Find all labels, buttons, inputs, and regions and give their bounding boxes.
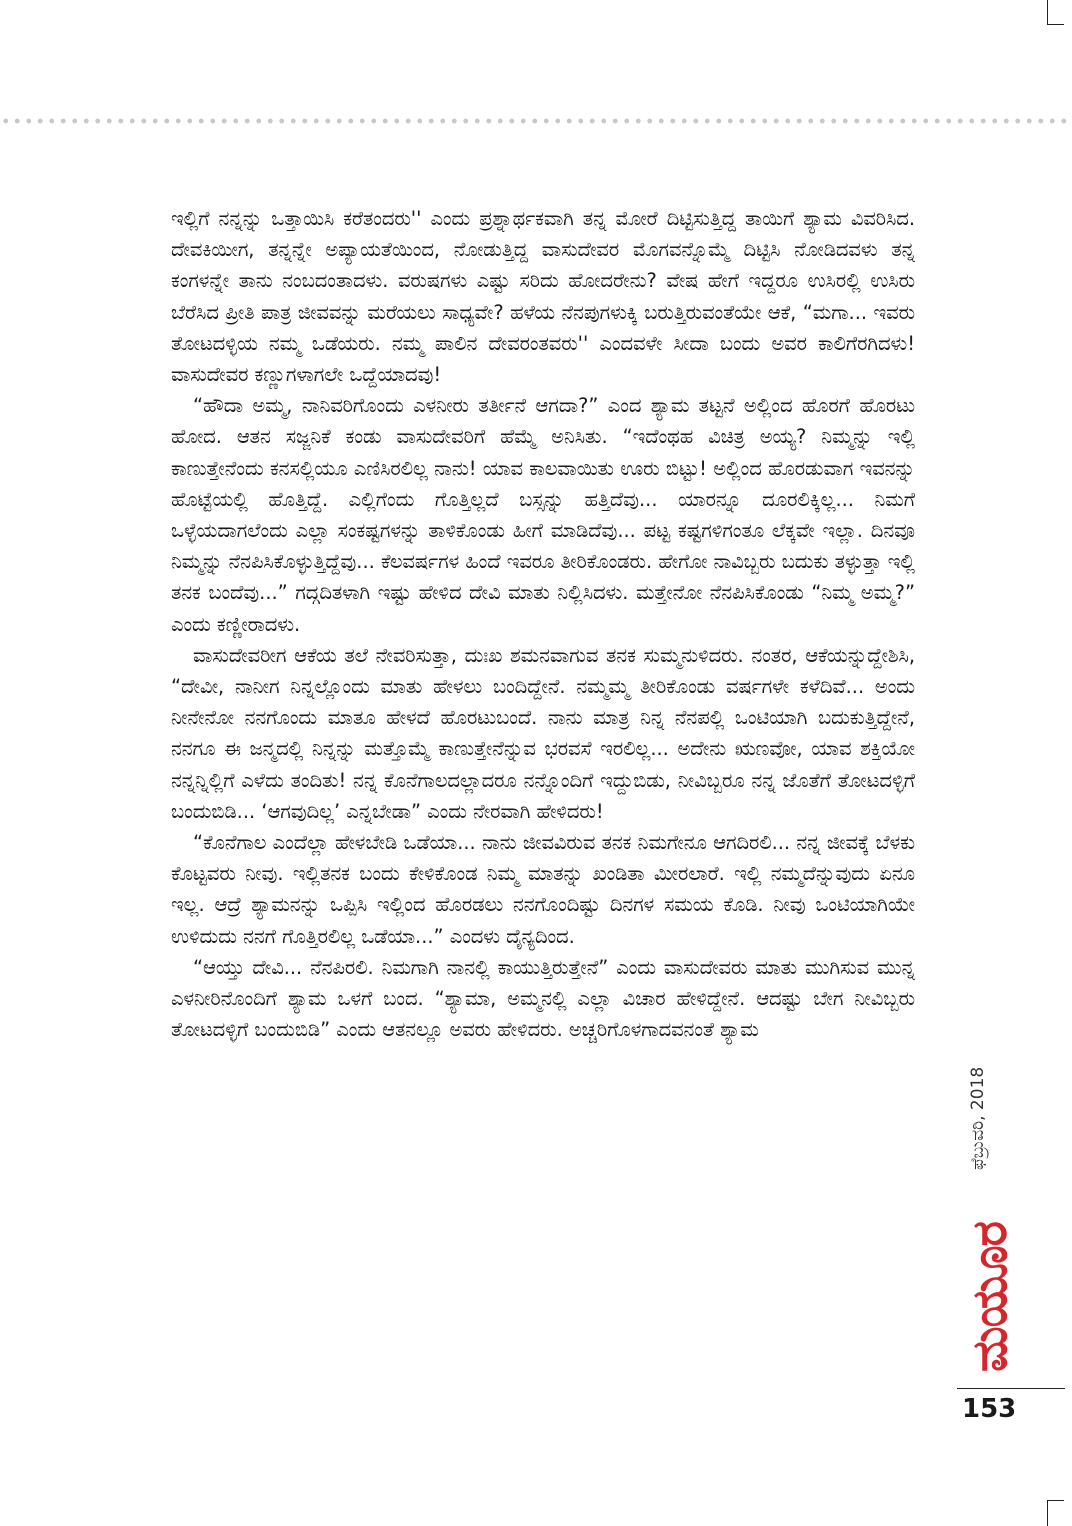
dotted-divider bbox=[0, 117, 1072, 125]
crop-mark-top bbox=[1047, 0, 1064, 25]
magazine-masthead: ಮಯೂರ bbox=[962, 1221, 1018, 1372]
crop-mark-bottom bbox=[1047, 1500, 1064, 1526]
page-number-rule bbox=[957, 1388, 1065, 1389]
paragraph: “ಆಯ್ತು ದೇವಿ... ನೆನಪಿರಲಿ. ನಿಮಗಾಗಿ ನಾನಲ್ಲಿ ಕಾಯುತ್ತಿರುತ್ತೇನೆ” ಎಂದು ವಾಸುದೇವರು ಮಾತು ಮುಗಿಸುವ ಮುನ್ನ ಎಳನೀರಿನೊಂದಿಗೆ ಶ್ಯಾಮ ಒಳಗೆ ಬಂದ. “ಶ್ಯಾಮಾ, ಅಮ್ಮನಲ್ಲಿ ಎಲ್ಲಾ ವಿಚಾರ ಹೇಳಿದ್ದೇನೆ. ಆದಷ್ಟು ಬೇಗ ನೀವಿಬ್ಬರು ತೋಟದಳ್ಳಿಗೆ ಬಂದುಬಿಡಿ” ಎಂದು ಆತನಲ್ಲೂ ಅವರು ಹೇಳಿದರು. ಅಚ್ಚರಿಗೊಳಗಾದವನಂತೆ ಶ್ಯಾಮ bbox=[171, 955, 915, 1042]
paragraph: “ಕೊನೆಗಾಲ ಎಂದೆಲ್ಲಾ ಹೇಳಬೇಡಿ ಒಡೆಯಾ... ನಾನು ಜೀವವಿರುವ ತನಕ ನಿಮಗೇನೂ ಆಗದಿರಲಿ... ನನ್ನ ಜೀವಕ್ಕೆ ಬೆಳಕು ಕೊಟ್ಟವರು ನೀವು. ಇಲ್ಲಿತನಕ ಬಂದು ಕೇಳಿಕೊಂಡ ನಿಮ್ಮ ಮಾತನ್ನು ಖಂಡಿತಾ ಮೀರಲಾರೆ. ಇಲ್ಲಿ ನಮ್ಮದೆನ್ನುವುದು ಏನೂ ಇಲ್ಲ. ಆದ್ರೆ ಶ್ಯಾಮನನ್ನು ಒಪ್ಪಿಸಿ ಇಲ್ಲಿಂದ ಹೊರಡಲು ನನಗೊಂದಿಷ್ಟು ದಿನಗಳ ಸಮಯ ಕೊಡಿ. ನೀವು ಒಂಟಿಯಾಗಿಯೇ ಉಳಿದುದು ನನಗೆ ಗೊತ್ತಿರಲಿಲ್ಲ ಒಡೆಯಾ...” ಎಂದಳು ದೈನ್ಯದಿಂದ. bbox=[171, 831, 915, 948]
article-body bbox=[171, 203, 915, 1045]
page-number: 153 bbox=[962, 1394, 1017, 1424]
paragraph: ಇಲ್ಲಿಗೆ ನನ್ನನ್ನು ಒತ್ತಾಯಿಸಿ ಕರೆತಂದರು'' ಎಂದು ಪ್ರಶ್ನಾರ್ಥಕವಾಗಿ ತನ್ನ ಮೋರೆ ದಿಟ್ಟಿಸುತ್ತಿದ್ದ ತಾಯಿಗೆ ಶ್ಯಾಮ ವಿವರಿಸಿದ. ದೇವಕಿಯೀಗ, ತನ್ನನ್ನೇ ಅಪ್ಯಾಯತೆಯಿಂದ, ನೋಡುತ್ತಿದ್ದ ವಾಸುದೇವರ ಮೊಗವನ್ನೊಮ್ಮೆ ದಿಟ್ಟಿಸಿ ನೋಡಿದವಳು ತನ್ನ ಕಂಗಳನ್ನೇ ತಾನು ನಂಬದಂತಾದಳು. ವರುಷಗಳು ಎಷ್ಟು ಸರಿದು ಹೋದರೇನು? ವೇಷ ಹೇಗೆ ಇದ್ದರೂ ಉಸಿರಲ್ಲಿ ಉಸಿರು ಬೆರೆಸಿದ ಪ್ರೀತಿ ಪಾತ್ರ ಜೀವವನ್ನು ಮರೆಯಲು ಸಾಧ್ಯವೇ? ಹಳೆಯ ನೆನಪುಗಳುಕ್ಕಿ ಬರುತ್ತಿರುವಂತೆಯೇ ಆಕೆ, “ಮಗಾ... ಇವರು ತೋಟದಳ್ಳಿಯ ನಮ್ಮ ಒಡೆಯರು. ನಮ್ಮ ಪಾಲಿನ ದೇವರಂತವರು'' ಎಂದವಳೇ ಸೀದಾ ಬಂದು ಅವರ ಕಾಲಿಗೆರಗಿದಳು! ವಾಸುದೇವರ ಕಣ್ಣುಗಳಾಗಲೇ ಒದ್ದೆಯಾದವು! bbox=[171, 207, 915, 387]
paragraph: “ಹೌದಾ ಅಮ್ಮ, ನಾನಿವರಿಗೊಂದು ಎಳನೀರು ತರ್ತೀನೆ ಆಗದಾ?” ಎಂದ ಶ್ಯಾಮ ತಟ್ಟನೆ ಅಲ್ಲಿಂದ ಹೊರಗೆ ಹೊರಟು ಹೋದ. ಆತನ ಸಜ್ಜನಿಕೆ ಕಂಡು ವಾಸುದೇವರಿಗೆ ಹೆಮ್ಮೆ ಅನಿಸಿತು. “ಇದೆಂಥಹ ವಿಚಿತ್ರ ಅಯ್ಯ? ನಿಮ್ಮನ್ನು ಇಲ್ಲಿ ಕಾಣುತ್ತೇನೆಂದು ಕನಸಲ್ಲಿಯೂ ಎಣಿಸಿರಲಿಲ್ಲ ನಾನು! ಯಾವ ಕಾಲವಾಯಿತು ಊರು ಬಿಟ್ಟು! ಅಲ್ಲಿಂದ ಹೊರಡುವಾಗ ಇವನನ್ನು ಹೊಟ್ಟೆಯಲ್ಲಿ ಹೊತ್ತಿದ್ದೆ. ಎಲ್ಲಿಗೆಂದು ಗೊತ್ತಿಲ್ಲದೆ ಬಸ್ಸನ್ನು ಹತ್ತಿದೆವು... ಯಾರನ್ನೂ ದೂರಲಿಕ್ಕಿಲ್ಲ... ನಿಮಗೆ ಒಳ್ಳೆಯದಾಗಲೆಂದು ಎಲ್ಲಾ ಸಂಕಷ್ಟಗಳನ್ನು ತಾಳಿಕೊಂಡು ಹೀಗೆ ಮಾಡಿದೆವು... ಪಟ್ಟ ಕಷ್ಟಗಳಿಗಂತೂ ಲೆಕ್ಕವೇ ಇಲ್ಲಾ. ದಿನವೂ ನಿಮ್ಮನ್ನು ನೆನಪಿಸಿಕೊಳ್ಳುತ್ತಿದ್ದೆವು... ಕೆಲವರ್ಷಗಳ ಹಿಂದೆ ಇವರೂ ತೀರಿಕೊಂಡರು. ಹೇಗೋ ನಾವಿಬ್ಬರು ಬದುಕು ತಳ್ಳುತ್ತಾ ಇಲ್ಲಿ ತನಕ ಬಂದೆವು...” ಗದ್ಗದಿತಳಾಗಿ ಇಷ್ಟು ಹೇಳಿದ ದೇವಿ ಮಾತು ನಿಲ್ಲಿಸಿದಳು. ಮತ್ತೇನೋ ನೆನಪಿಸಿಕೊಂಡು “ನಿಮ್ಮ ಅಮ್ಮ?” ಎಂದು ಕಣ್ಣೀರಾದಳು. bbox=[171, 394, 916, 636]
issue-date: ಫೆಬ್ರುವರಿ, 2018 bbox=[968, 1066, 988, 1170]
paragraph: ವಾಸುದೇವರೀಗ ಆಕೆಯ ತಲೆ ನೇವರಿಸುತ್ತಾ, ದುಃಖ ಶಮನವಾಗುವ ತನಕ ಸುಮ್ಮನುಳಿದರು. ನಂತರ, ಆಕೆಯನ್ನುದ್ದೇಶಿಸಿ, “ದೇವೀ, ನಾನೀಗ ನಿನ್ನಲ್ಲೊಂದು ಮಾತು ಹೇಳಲು ಬಂದಿದ್ದೇನೆ. ನಮ್ಮಮ್ಮ ತೀರಿಕೊಂಡು ವರ್ಷಗಳೇ ಕಳೆದಿವೆ... ಅಂದು ನೀನೇನೋ ನನಗೊಂದು ಮಾತೂ ಹೇಳದೆ ಹೊರಟುಬಂದೆ. ನಾನು ಮಾತ್ರ ನಿನ್ನ ನೆನಪಲ್ಲಿ ಒಂಟಿಯಾಗಿ ಬದುಕುತ್ತಿದ್ದೇನೆ, ನನಗೂ ಈ ಜನ್ಮದಲ್ಲಿ ನಿನ್ನನ್ನು ಮತ್ತೊಮ್ಮೆ ಕಾಣುತ್ತೇನೆನ್ನುವ ಭರವಸೆ ಇರಲಿಲ್ಲ... ಅದೇನು ಋಣವೋ, ಯಾವ ಶಕ್ತಿಯೋ ನನ್ನನ್ನಿಲ್ಲಿಗೆ ಎಳೆದು ತಂದಿತು! ನನ್ನ ಕೊನೆಗಾಲದಲ್ಲಾದರೂ ನನ್ನೊಂದಿಗೆ ಇದ್ದುಬಿಡು, ನೀವಿಬ್ಬರೂ ನನ್ನ ಜೊತೆಗೆ ತೋಟದಳ್ಳಿಗೆ ಬಂದುಬಿಡಿ... ‘ಆಗವುದಿಲ್ಲ’ ಎನ್ನಬೇಡಾ” ಎಂದು ನೇರವಾಗಿ ಹೇಳಿದರು! bbox=[171, 643, 915, 823]
